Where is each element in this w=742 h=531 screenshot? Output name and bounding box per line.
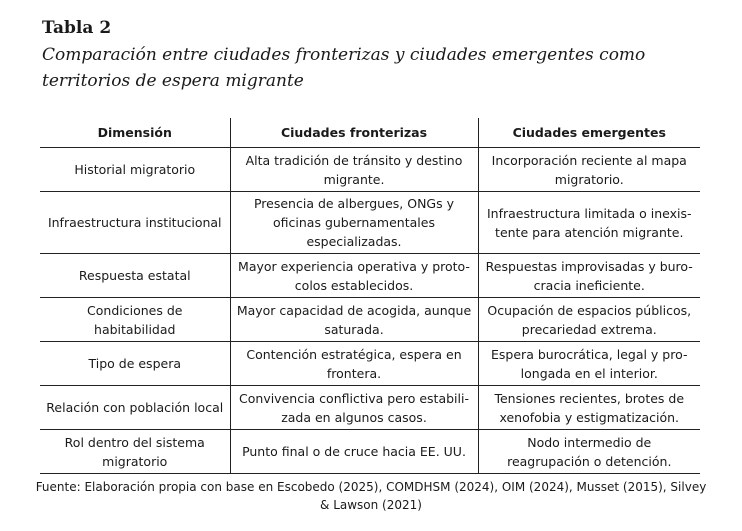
table-row: [40, 254, 700, 298]
dimension-cell: Infraestructura institucional: [40, 192, 230, 254]
table-row: [40, 298, 700, 342]
table-row: [40, 386, 700, 430]
table-label: Tabla 2: [42, 18, 112, 38]
table-row: [40, 192, 700, 254]
dimension-cell: Relación con población local: [40, 386, 230, 430]
column-header-emerging-cities: Ciudades emergentes: [478, 118, 700, 148]
table-row: [40, 148, 700, 192]
table-row: [40, 430, 700, 474]
dimension-cell: Tipo de espera: [40, 342, 230, 386]
dimension-cell: Condiciones de habitabilidad: [40, 298, 230, 342]
border-cities-cell: Convivencia conflictiva pero estabili-zada en algunos casos.: [230, 386, 478, 430]
emerging-cities-cell: Incorporación reciente al mapa migratorio.: [478, 148, 700, 192]
border-cities-cell: Contención estratégica, espera en frontera.: [230, 342, 478, 386]
table-row: [40, 342, 700, 386]
column-header-dimension: Dimensión: [40, 118, 230, 148]
header-row: [40, 118, 700, 148]
emerging-cities-cell: Espera burocrática, legal y pro-longada en el interior.: [478, 342, 700, 386]
border-cities-cell: Presencia de albergues, ONGs y oficinas gubernamentales especializadas.: [230, 192, 478, 254]
emerging-cities-cell: Tensiones recientes, brotes de xenofobia y estigmatización.: [478, 386, 700, 430]
dimension-cell: Historial migratorio: [40, 148, 230, 192]
table-caption: Comparación entre ciudades fronterizas y ciudades emergentes como territorios de espera migrante: [42, 45, 646, 91]
border-cities-cell: Alta tradición de tránsito y destino migrante.: [230, 148, 478, 192]
column-header-border-cities: Ciudades fronterizas: [230, 118, 478, 148]
border-cities-cell: Mayor experiencia operativa y proto-colos establecidos.: [230, 254, 478, 298]
emerging-cities-cell: Infraestructura limitada o inexis-tente para atención migrante.: [478, 192, 700, 254]
border-cities-cell: Punto final o de cruce hacia EE. UU.: [230, 430, 478, 474]
comparison-table: [40, 118, 700, 474]
emerging-cities-cell: Respuestas improvisadas y buro-cracia ineficiente.: [478, 254, 700, 298]
dimension-cell: Rol dentro del sistema migratorio: [40, 430, 230, 474]
emerging-cities-cell: Nodo intermedio de reagrupación o detención.: [478, 430, 700, 474]
emerging-cities-cell: Ocupación de espacios públicos, precariedad extrema.: [478, 298, 700, 342]
source-note: Fuente: Elaboración propia con base en Escobedo (2025), COMDHSM (2024), OIM (2024), Musset (2015), Silvey & Lawson (2021): [35, 480, 707, 512]
border-cities-cell: Mayor capacidad de acogida, aunque saturada.: [230, 298, 478, 342]
dimension-cell: Respuesta estatal: [40, 254, 230, 298]
